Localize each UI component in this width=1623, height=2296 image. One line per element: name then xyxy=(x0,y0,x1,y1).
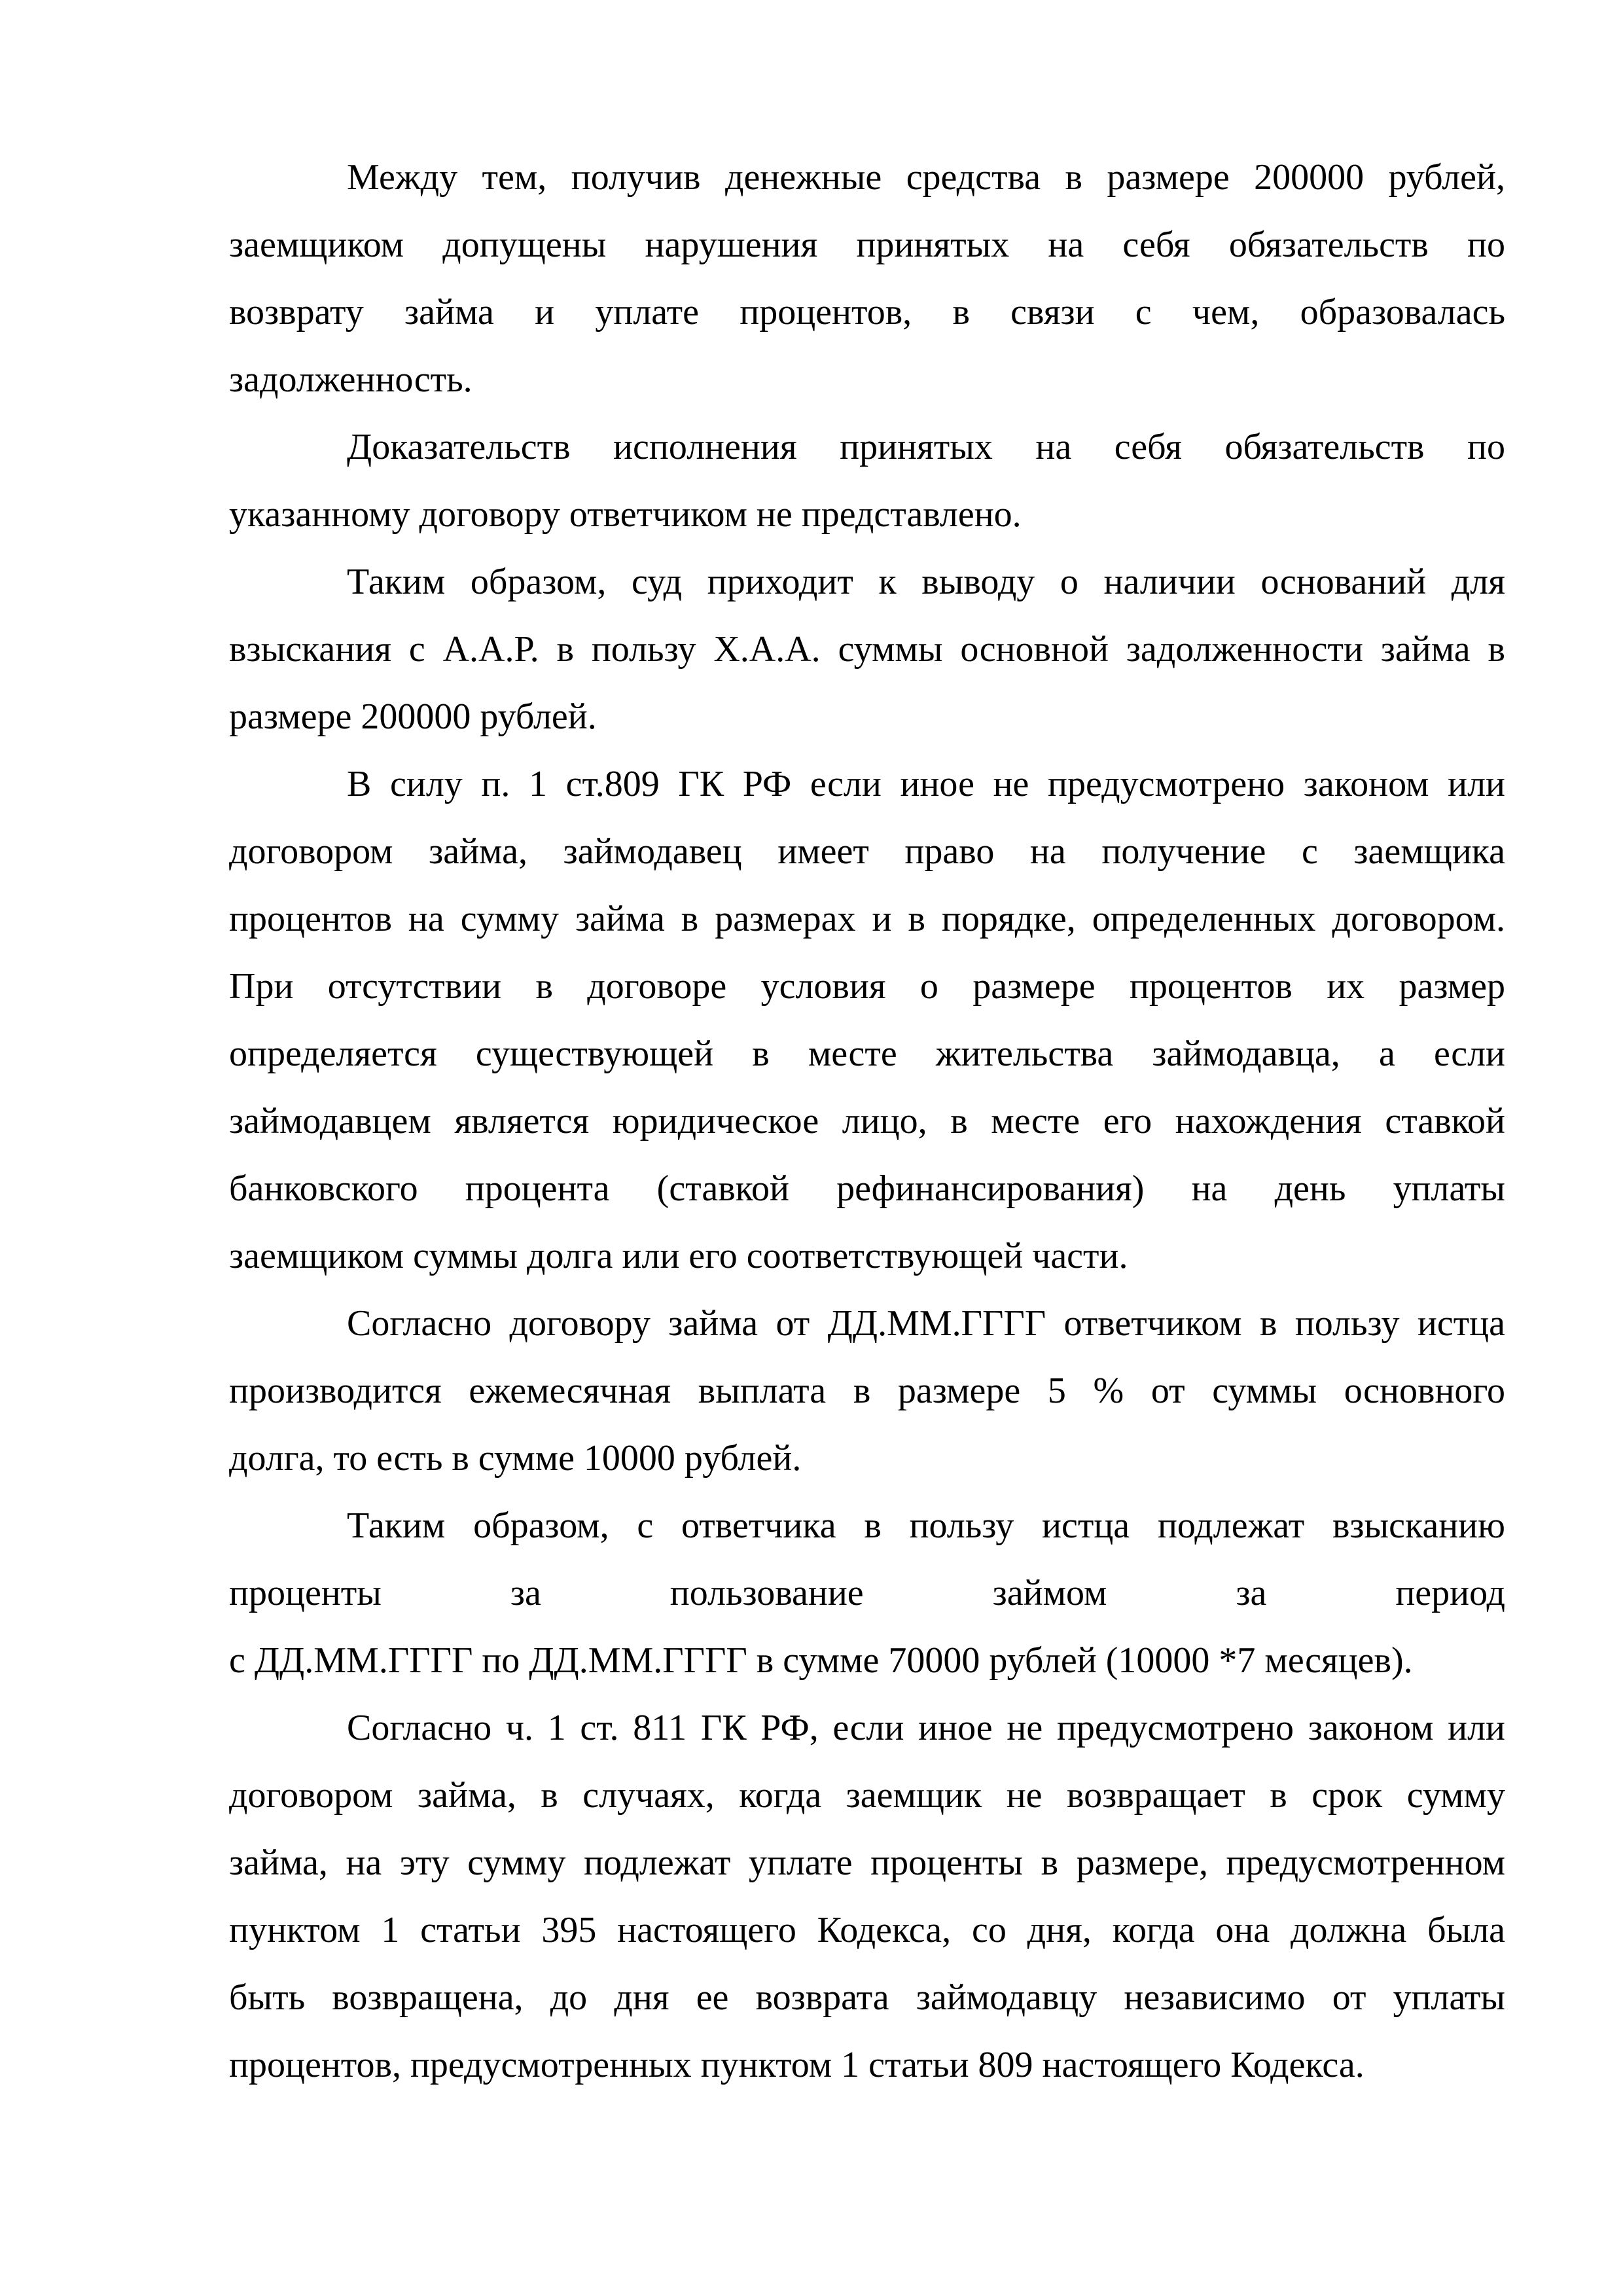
text-line: заемщиком суммы долга или его соответствующей части. xyxy=(229,1236,1128,1276)
paragraph xyxy=(229,1492,1505,1695)
document-page xyxy=(229,144,1505,2099)
text-line: заемщиком допущены нарушения принятых на себя обязательств по xyxy=(229,224,1505,265)
text-line: Согласно договору займа от ДД.ММ.ГГГГ ответчиком в пользу истца xyxy=(347,1303,1505,1344)
text-line: производится ежемесячная выплата в размере 5 % от суммы основного xyxy=(229,1371,1505,1411)
text-line: договором займа, займодавец имеет право на получение с заемщика xyxy=(229,831,1505,872)
text-line: определяется существующей в месте жительства займодавца, а если xyxy=(229,1033,1505,1074)
text-line: В силу п. 1 ст.809 ГК РФ если иное не предусмотрено законом или xyxy=(347,764,1505,804)
text-line: договором займа, в случаях, когда заемщик не возвращает в срок сумму xyxy=(229,1775,1505,1816)
text-line: процентов на сумму займа в размерах и в порядке, определенных договором. xyxy=(229,899,1505,939)
paragraph xyxy=(229,1290,1505,1492)
text-line: Согласно ч. 1 ст. 811 ГК РФ, если иное не предусмотрено законом или xyxy=(347,1708,1505,1748)
text-line: банковского процента (ставкой рефинансирования) на день уплаты xyxy=(229,1168,1505,1209)
text-line: возврату займа и уплате процентов, в связи с чем, образовалась xyxy=(229,292,1505,332)
text-line: указанному договору ответчиком не представлено. xyxy=(229,494,1022,535)
paragraph xyxy=(229,1695,1505,2099)
text-line: долга, то есть в сумме 10000 рублей. xyxy=(229,1438,802,1479)
text-line: проценты за пользование займом за период xyxy=(229,1573,1505,1613)
text-line: размере 200000 рублей. xyxy=(229,696,597,737)
text-line: Между тем, получив денежные средства в размере 200000 рублей, xyxy=(347,157,1505,198)
text-line: с ДД.ММ.ГГГГ по ДД.ММ.ГГГГ в сумме 70000 рублей (10000 *7 месяцев). xyxy=(229,1640,1413,1681)
text-line: процентов, предусмотренных пунктом 1 статьи 809 настоящего Кодекса. xyxy=(229,2045,1364,2085)
text-line: Таким образом, с ответчика в пользу истца подлежат взысканию xyxy=(347,1505,1505,1546)
text-line: быть возвращена, до дня ее возврата займодавцу независимо от уплаты xyxy=(229,1977,1505,2018)
paragraph xyxy=(229,751,1505,1290)
text-line: При отсутствии в договоре условия о размере процентов их размер xyxy=(229,966,1505,1007)
paragraph xyxy=(229,414,1505,548)
text-line: взыскания с А.А.Р. в пользу Х.А.А. суммы основной задолженности займа в xyxy=(229,629,1505,670)
text-line: Таким образом, суд приходит к выводу о наличии оснований для xyxy=(347,562,1505,602)
text-line: займодавцем является юридическое лицо, в месте его нахождения ставкой xyxy=(229,1101,1505,1141)
text-line: пунктом 1 статьи 395 настоящего Кодекса, со дня, когда она должна была xyxy=(229,1910,1505,1950)
text-line: задолженность. xyxy=(229,359,473,400)
paragraph xyxy=(229,548,1505,751)
text-line: займа, на эту сумму подлежат уплате проценты в размере, предусмотренном xyxy=(229,1842,1505,1883)
paragraph xyxy=(229,144,1505,414)
text-line: Доказательств исполнения принятых на себя обязательств по xyxy=(347,427,1505,467)
